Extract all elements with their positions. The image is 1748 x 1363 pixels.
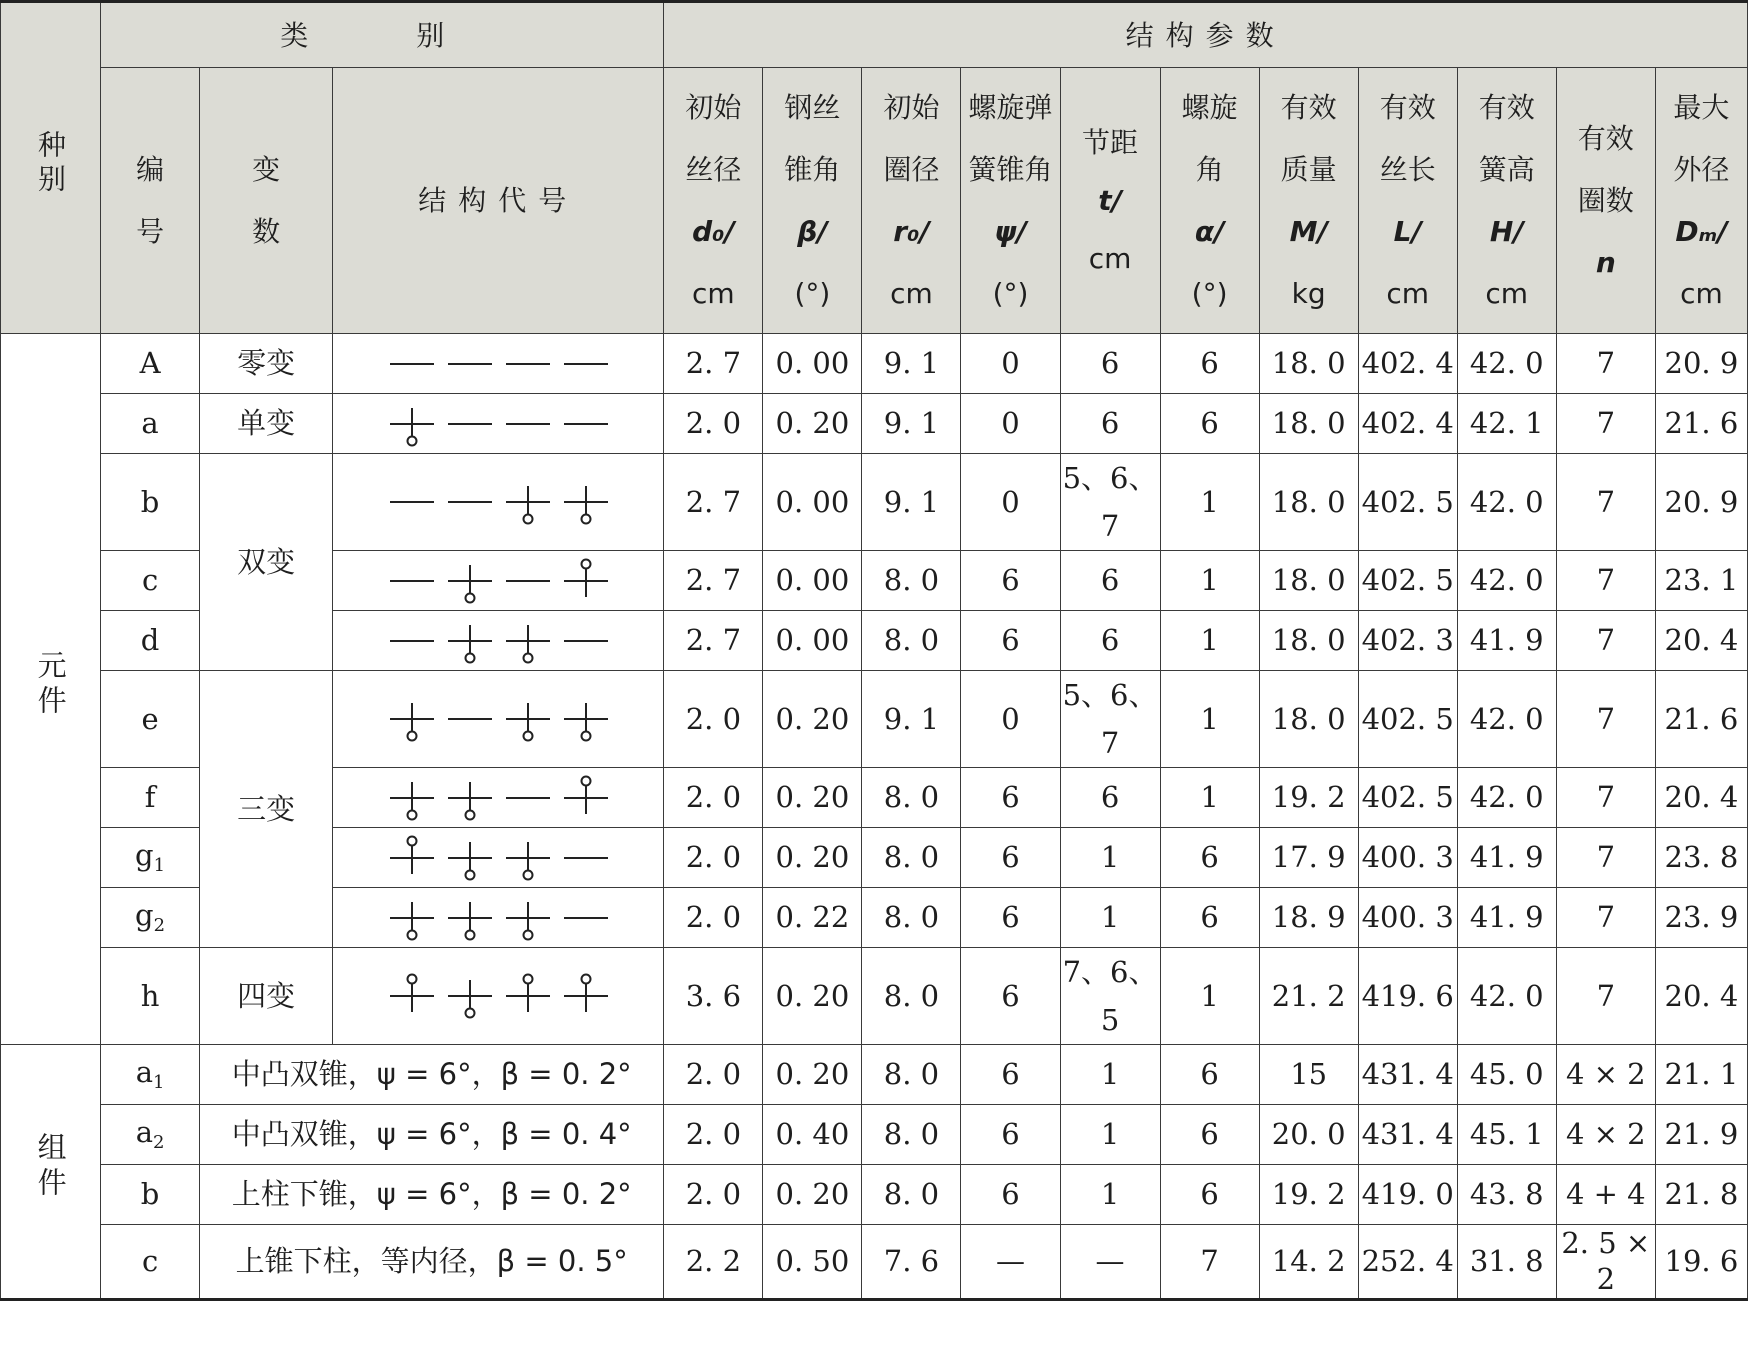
structure-code-symbol bbox=[378, 890, 618, 946]
param-cell-10: 23. 9 bbox=[1655, 888, 1747, 948]
param-cell-5: 6 bbox=[1160, 828, 1259, 888]
param-cell-3: 0 bbox=[961, 454, 1060, 551]
param-cell-2: 8. 0 bbox=[862, 551, 961, 611]
variable-quad: 四变 bbox=[200, 948, 333, 1045]
structure-code bbox=[333, 888, 664, 948]
group-element: 元件 bbox=[1, 334, 101, 1045]
structure-code-symbol bbox=[378, 968, 618, 1024]
structure-code bbox=[333, 948, 664, 1045]
param-cell-1: 0. 00 bbox=[763, 334, 862, 394]
param-cell-0: 2. 7 bbox=[664, 334, 763, 394]
header-param-1: 钢丝 锥角 β/ (°) bbox=[763, 68, 862, 334]
element-id: a bbox=[101, 394, 200, 454]
param-cell-6: 20. 0 bbox=[1259, 1105, 1358, 1165]
param-cell-10: 21. 6 bbox=[1655, 671, 1747, 768]
element-id: $g_1$ bbox=[101, 828, 200, 888]
param-cell-4: 5、6、 7 bbox=[1060, 454, 1160, 551]
structure-code bbox=[333, 671, 664, 768]
param-cell-1: 0. 20 bbox=[763, 671, 862, 768]
structure-code bbox=[333, 394, 664, 454]
element-id: b bbox=[101, 454, 200, 551]
param-cell-9: 4 + 4 bbox=[1556, 1165, 1655, 1225]
param-cell-0: 2. 0 bbox=[664, 394, 763, 454]
assembly-id: c bbox=[101, 1225, 200, 1300]
param-cell-1: 0. 20 bbox=[763, 948, 862, 1045]
param-cell-0: 2. 0 bbox=[664, 671, 763, 768]
param-cell-7: 402. 5 bbox=[1358, 454, 1457, 551]
param-cell-6: 18. 0 bbox=[1259, 551, 1358, 611]
param-cell-8: 41. 9 bbox=[1457, 888, 1556, 948]
param-cell-2: 8. 0 bbox=[862, 1165, 961, 1225]
param-cell-8: 45. 0 bbox=[1457, 1045, 1556, 1105]
header-variable: 变 数 bbox=[200, 68, 333, 334]
structure-code bbox=[333, 768, 664, 828]
param-cell-2: 9. 1 bbox=[862, 454, 961, 551]
param-cell-3: 6 bbox=[961, 948, 1060, 1045]
structure-code-symbol bbox=[378, 336, 618, 392]
param-cell-6: 18. 9 bbox=[1259, 888, 1358, 948]
param-cell-10: 21. 1 bbox=[1655, 1045, 1747, 1105]
param-cell-5: 1 bbox=[1160, 454, 1259, 551]
param-cell-2: 8. 0 bbox=[862, 948, 961, 1045]
param-cell-0: 2. 7 bbox=[664, 551, 763, 611]
structure-code-symbol bbox=[378, 770, 618, 826]
table-row bbox=[1, 1165, 1748, 1225]
param-cell-1: 0. 40 bbox=[763, 1105, 862, 1165]
param-cell-4: 1 bbox=[1060, 888, 1160, 948]
structure-code-symbol bbox=[378, 396, 618, 452]
param-cell-9: 7 bbox=[1556, 394, 1655, 454]
table-row bbox=[1, 1045, 1748, 1105]
param-cell-2: 8. 0 bbox=[862, 768, 961, 828]
table-row bbox=[1, 394, 1748, 454]
element-id: c bbox=[101, 551, 200, 611]
param-cell-8: 43. 8 bbox=[1457, 1165, 1556, 1225]
param-cell-10: 20. 4 bbox=[1655, 611, 1747, 671]
param-cell-4: 1 bbox=[1060, 828, 1160, 888]
param-cell-8: 41. 9 bbox=[1457, 828, 1556, 888]
structure-code bbox=[333, 611, 664, 671]
element-id: e bbox=[101, 671, 200, 768]
param-cell-0: 2. 2 bbox=[664, 1225, 763, 1300]
param-cell-8: 45. 1 bbox=[1457, 1105, 1556, 1165]
param-cell-5: 1 bbox=[1160, 768, 1259, 828]
param-cell-5: 6 bbox=[1160, 1045, 1259, 1105]
param-cell-7: 252. 4 bbox=[1358, 1225, 1457, 1300]
param-cell-7: 402. 5 bbox=[1358, 551, 1457, 611]
param-cell-10: 21. 8 bbox=[1655, 1165, 1747, 1225]
assembly-description: 上锥下柱，等内径，β = 0. 5° bbox=[200, 1225, 664, 1300]
structure-code-symbol bbox=[378, 474, 618, 530]
param-cell-8: 42. 0 bbox=[1457, 671, 1556, 768]
param-cell-0: 2. 0 bbox=[664, 768, 763, 828]
param-cell-4: 6 bbox=[1060, 394, 1160, 454]
param-cell-0: 3. 6 bbox=[664, 948, 763, 1045]
param-cell-3: 6 bbox=[961, 888, 1060, 948]
param-cell-1: 0. 22 bbox=[763, 888, 862, 948]
param-cell-1: 0. 20 bbox=[763, 1165, 862, 1225]
param-cell-9: 7 bbox=[1556, 671, 1655, 768]
param-cell-10: 20. 4 bbox=[1655, 768, 1747, 828]
assembly-description: 上柱下锥，ψ = 6°，β = 0. 2° bbox=[200, 1165, 664, 1225]
element-id: A bbox=[101, 334, 200, 394]
param-cell-8: 42. 0 bbox=[1457, 454, 1556, 551]
param-cell-3: 6 bbox=[961, 551, 1060, 611]
table-row bbox=[1, 948, 1748, 1045]
header-id: 编 号 bbox=[101, 68, 200, 334]
param-cell-0: 2. 0 bbox=[664, 1105, 763, 1165]
param-cell-9: 7 bbox=[1556, 611, 1655, 671]
param-cell-4: 1 bbox=[1060, 1105, 1160, 1165]
header-param-8: 有效 簧高 H/ cm bbox=[1457, 68, 1556, 334]
param-cell-10: 23. 1 bbox=[1655, 551, 1747, 611]
param-cell-3: 0 bbox=[961, 334, 1060, 394]
variable-single: 单变 bbox=[200, 394, 333, 454]
param-cell-8: 42. 0 bbox=[1457, 551, 1556, 611]
param-cell-10: 20. 9 bbox=[1655, 334, 1747, 394]
param-cell-7: 402. 4 bbox=[1358, 334, 1457, 394]
param-cell-9: 7 bbox=[1556, 551, 1655, 611]
param-cell-1: 0. 20 bbox=[763, 828, 862, 888]
param-cell-9: 4 × 2 bbox=[1556, 1105, 1655, 1165]
param-cell-2: 9. 1 bbox=[862, 671, 961, 768]
param-cell-9: 7 bbox=[1556, 948, 1655, 1045]
param-cell-10: 19. 6 bbox=[1655, 1225, 1747, 1300]
param-cell-10: 21. 6 bbox=[1655, 394, 1747, 454]
assembly-description: 中凸双锥，ψ = 6°，β = 0. 2° bbox=[200, 1045, 664, 1105]
variable-zero: 零变 bbox=[200, 334, 333, 394]
header-param-0: 初始 丝径 d₀/ cm bbox=[664, 68, 763, 334]
param-cell-1: 0. 00 bbox=[763, 611, 862, 671]
param-cell-3: 6 bbox=[961, 1045, 1060, 1105]
structure-code-symbol bbox=[378, 613, 618, 669]
param-cell-7: 400. 3 bbox=[1358, 828, 1457, 888]
param-cell-7: 419. 0 bbox=[1358, 1165, 1457, 1225]
structure-code bbox=[333, 551, 664, 611]
param-cell-9: 7 bbox=[1556, 768, 1655, 828]
param-cell-5: 6 bbox=[1160, 334, 1259, 394]
table-header bbox=[1, 2, 1748, 334]
assembly-id: $a_2$ bbox=[101, 1105, 200, 1165]
param-cell-3: 6 bbox=[961, 611, 1060, 671]
param-cell-8: 31. 8 bbox=[1457, 1225, 1556, 1300]
param-cell-2: 8. 0 bbox=[862, 1045, 961, 1105]
param-cell-5: 1 bbox=[1160, 551, 1259, 611]
param-cell-3: 6 bbox=[961, 1105, 1060, 1165]
param-cell-0: 2. 0 bbox=[664, 1045, 763, 1105]
param-cell-8: 42. 1 bbox=[1457, 394, 1556, 454]
variable-double: 双变 bbox=[200, 454, 333, 671]
param-cell-2: 7. 6 bbox=[862, 1225, 961, 1300]
param-cell-4: 6 bbox=[1060, 611, 1160, 671]
param-cell-1: 0. 00 bbox=[763, 454, 862, 551]
param-cell-5: 6 bbox=[1160, 888, 1259, 948]
param-cell-7: 402. 5 bbox=[1358, 768, 1457, 828]
header-category: 类 别 bbox=[101, 2, 664, 68]
param-cell-3: 6 bbox=[961, 828, 1060, 888]
param-cell-9: 7 bbox=[1556, 828, 1655, 888]
param-cell-5: 1 bbox=[1160, 948, 1259, 1045]
param-cell-1: 0. 50 bbox=[763, 1225, 862, 1300]
param-cell-6: 18. 0 bbox=[1259, 454, 1358, 551]
param-cell-1: 0. 00 bbox=[763, 551, 862, 611]
param-cell-7: 431. 4 bbox=[1358, 1105, 1457, 1165]
param-cell-6: 18. 0 bbox=[1259, 611, 1358, 671]
param-cell-4: 6 bbox=[1060, 334, 1160, 394]
assembly-id: b bbox=[101, 1165, 200, 1225]
param-cell-6: 18. 0 bbox=[1259, 394, 1358, 454]
table-row bbox=[1, 454, 1748, 551]
param-cell-4: 5、6、 7 bbox=[1060, 671, 1160, 768]
header-param-5: 螺旋 角 α/ (°) bbox=[1160, 68, 1259, 334]
structure-code-symbol bbox=[378, 553, 618, 609]
param-cell-0: 2. 7 bbox=[664, 611, 763, 671]
assembly-id: $a_1$ bbox=[101, 1045, 200, 1105]
param-cell-1: 0. 20 bbox=[763, 394, 862, 454]
header-param-10: 最大 外径 Dₘ/ cm bbox=[1655, 68, 1747, 334]
group-assembly: 组件 bbox=[1, 1045, 101, 1300]
param-cell-9: 4 × 2 bbox=[1556, 1045, 1655, 1105]
table-row bbox=[1, 671, 1748, 768]
element-id: f bbox=[101, 768, 200, 828]
param-cell-7: 402. 3 bbox=[1358, 611, 1457, 671]
param-cell-8: 42. 0 bbox=[1457, 768, 1556, 828]
param-cell-10: 21. 9 bbox=[1655, 1105, 1747, 1165]
structure-code bbox=[333, 454, 664, 551]
param-cell-9: 7 bbox=[1556, 454, 1655, 551]
param-cell-2: 8. 0 bbox=[862, 828, 961, 888]
param-cell-7: 400. 3 bbox=[1358, 888, 1457, 948]
structure-code-symbol bbox=[378, 691, 618, 747]
element-id: h bbox=[101, 948, 200, 1045]
param-cell-2: 8. 0 bbox=[862, 611, 961, 671]
param-cell-6: 19. 2 bbox=[1259, 1165, 1358, 1225]
param-cell-5: 1 bbox=[1160, 671, 1259, 768]
param-cell-3: — bbox=[961, 1225, 1060, 1300]
header-param-6: 有效 质量 M/ kg bbox=[1259, 68, 1358, 334]
param-cell-0: 2. 0 bbox=[664, 1165, 763, 1225]
variable-triple: 三变 bbox=[200, 671, 333, 948]
param-cell-4: 7、6、 5 bbox=[1060, 948, 1160, 1045]
param-cell-2: 9. 1 bbox=[862, 394, 961, 454]
param-cell-8: 42. 0 bbox=[1457, 948, 1556, 1045]
param-cell-1: 0. 20 bbox=[763, 768, 862, 828]
param-cell-10: 20. 4 bbox=[1655, 948, 1747, 1045]
element-id: $g_2$ bbox=[101, 888, 200, 948]
param-cell-5: 1 bbox=[1160, 611, 1259, 671]
header-param-2: 初始 圈径 r₀/ cm bbox=[862, 68, 961, 334]
header-params: 结构参数 bbox=[664, 2, 1748, 68]
param-cell-4: 1 bbox=[1060, 1045, 1160, 1105]
header-param-4: 节距 t/ cm bbox=[1060, 68, 1160, 334]
param-cell-9: 7 bbox=[1556, 888, 1655, 948]
header-structure-code: 结构代号 bbox=[333, 68, 664, 334]
param-cell-3: 6 bbox=[961, 1165, 1060, 1225]
param-cell-4: — bbox=[1060, 1225, 1160, 1300]
param-cell-3: 0 bbox=[961, 394, 1060, 454]
param-cell-7: 402. 4 bbox=[1358, 394, 1457, 454]
param-cell-6: 21. 2 bbox=[1259, 948, 1358, 1045]
table-row bbox=[1, 1105, 1748, 1165]
param-cell-6: 18. 0 bbox=[1259, 671, 1358, 768]
param-cell-6: 14. 2 bbox=[1259, 1225, 1358, 1300]
param-cell-10: 23. 8 bbox=[1655, 828, 1747, 888]
param-cell-7: 419. 6 bbox=[1358, 948, 1457, 1045]
param-cell-3: 6 bbox=[961, 768, 1060, 828]
param-cell-2: 8. 0 bbox=[862, 1105, 961, 1165]
element-id: d bbox=[101, 611, 200, 671]
structure-code bbox=[333, 828, 664, 888]
param-cell-1: 0. 20 bbox=[763, 1045, 862, 1105]
param-cell-6: 15 bbox=[1259, 1045, 1358, 1105]
header-kind: 种别 bbox=[1, 2, 101, 334]
param-cell-9: 7 bbox=[1556, 334, 1655, 394]
param-cell-4: 1 bbox=[1060, 1165, 1160, 1225]
header-param-7: 有效 丝长 L/ cm bbox=[1358, 68, 1457, 334]
param-cell-5: 6 bbox=[1160, 1165, 1259, 1225]
header-param-9: 有效 圈数 n bbox=[1556, 68, 1655, 334]
param-cell-3: 0 bbox=[961, 671, 1060, 768]
param-cell-9: 2. 5 × 2 bbox=[1556, 1225, 1655, 1300]
param-cell-10: 20. 9 bbox=[1655, 454, 1747, 551]
param-cell-5: 6 bbox=[1160, 1105, 1259, 1165]
param-cell-5: 7 bbox=[1160, 1225, 1259, 1300]
param-cell-6: 19. 2 bbox=[1259, 768, 1358, 828]
table-body bbox=[1, 334, 1748, 1300]
param-cell-8: 42. 0 bbox=[1457, 334, 1556, 394]
param-cell-2: 8. 0 bbox=[862, 888, 961, 948]
structure-code-symbol bbox=[378, 830, 618, 886]
param-cell-0: 2. 0 bbox=[664, 888, 763, 948]
assembly-description: 中凸双锥，ψ = 6°，β = 0. 4° bbox=[200, 1105, 664, 1165]
param-cell-7: 431. 4 bbox=[1358, 1045, 1457, 1105]
param-cell-6: 17. 9 bbox=[1259, 828, 1358, 888]
structure-code bbox=[333, 334, 664, 394]
param-cell-7: 402. 5 bbox=[1358, 671, 1457, 768]
header-param-3: 螺旋弹 簧锥角 ψ/ (°) bbox=[961, 68, 1060, 334]
param-cell-8: 41. 9 bbox=[1457, 611, 1556, 671]
param-cell-6: 18. 0 bbox=[1259, 334, 1358, 394]
param-cell-4: 6 bbox=[1060, 551, 1160, 611]
table-row bbox=[1, 334, 1748, 394]
table-row bbox=[1, 1225, 1748, 1300]
param-cell-4: 6 bbox=[1060, 768, 1160, 828]
param-cell-0: 2. 7 bbox=[664, 454, 763, 551]
param-cell-0: 2. 0 bbox=[664, 828, 763, 888]
param-cell-2: 9. 1 bbox=[862, 334, 961, 394]
param-cell-5: 6 bbox=[1160, 394, 1259, 454]
